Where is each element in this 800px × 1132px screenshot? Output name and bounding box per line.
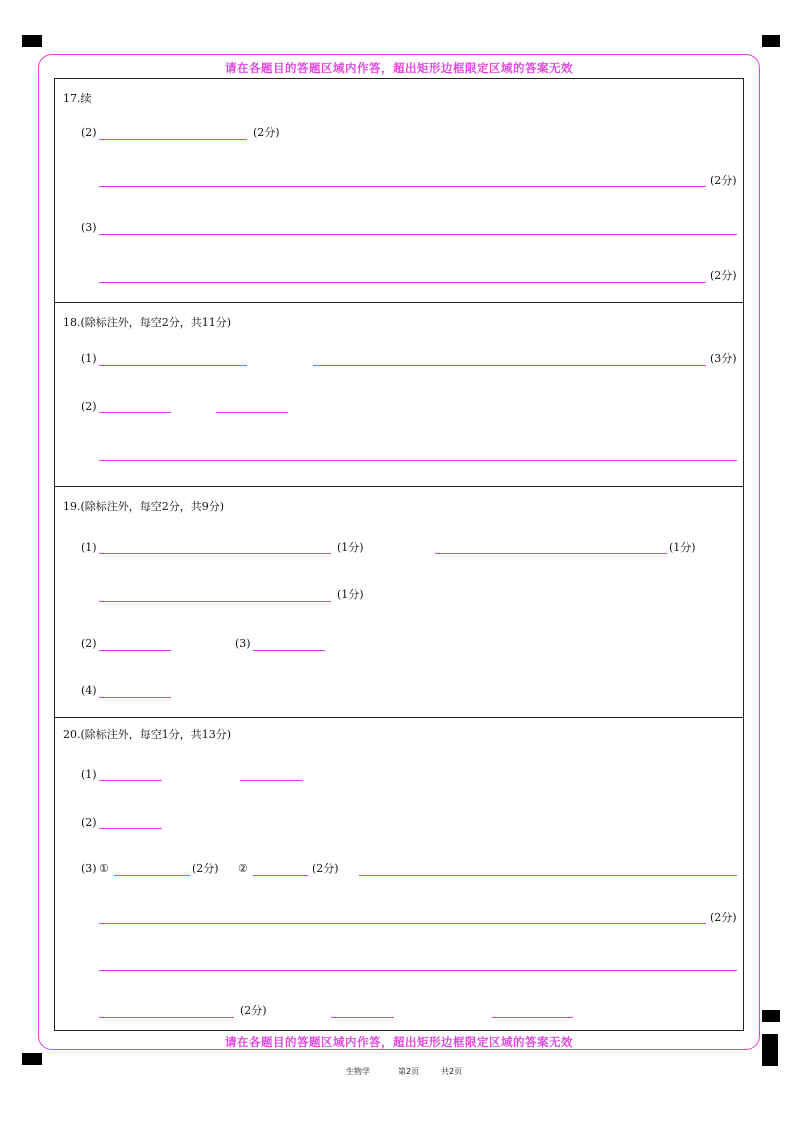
q19-answer-line[interactable] (99, 601, 331, 602)
section-divider (54, 717, 744, 718)
q19-answer-line[interactable] (253, 650, 325, 651)
q20-answer-line[interactable] (253, 875, 308, 876)
registration-mark-top-right (762, 35, 780, 47)
q19-score-label: (1分) (337, 588, 364, 601)
q17-answer-line[interactable] (99, 234, 737, 235)
q20-answer-line[interactable] (240, 780, 303, 781)
registration-mark-top-left (22, 35, 42, 47)
registration-mark-bottom-right-2 (762, 1034, 778, 1066)
q18-answer-line[interactable] (99, 460, 737, 461)
q17-score-label: (2分) (710, 269, 737, 282)
q17-score-label: (2分) (710, 174, 737, 187)
q20-circled-two: ② (238, 862, 248, 875)
q18-score-label: (3分) (710, 352, 737, 365)
q19-part4-label: (4) (81, 684, 97, 697)
q19-answer-line[interactable] (99, 697, 171, 698)
registration-mark-bottom-left (22, 1053, 42, 1065)
q19-title: 19.(除标注外，每空2分，共9分) (63, 500, 225, 513)
section-divider (54, 302, 744, 303)
q19-part3-label: (3) (235, 637, 251, 650)
q17-answer-line[interactable] (99, 282, 706, 283)
q19-part2-label: (2) (81, 637, 97, 650)
q20-part3-label: (3) (81, 862, 97, 875)
q20-score-label: (2分) (312, 862, 339, 875)
q20-answer-line[interactable] (99, 828, 162, 829)
q18-part1-label: (1) (81, 352, 97, 365)
warning-text-bottom: 请在各题目的答题区域内作答，超出矩形边框限定区域的答案无效 (225, 1035, 573, 1049)
footer-page-number: 第2页 (398, 1067, 420, 1076)
q19-answer-line[interactable] (435, 553, 667, 554)
section-divider (54, 486, 744, 487)
footer-subject: 生物学 (346, 1067, 370, 1076)
footer-total-pages: 共2页 (441, 1067, 463, 1076)
q17-part2-label: (2) (81, 126, 97, 139)
q20-answer-line[interactable] (99, 780, 162, 781)
q20-score-label: (2分) (710, 911, 737, 924)
q20-score-label: (2分) (240, 1004, 267, 1017)
q18-answer-line[interactable] (313, 365, 706, 366)
q20-circled-one: ① (99, 862, 109, 875)
q18-title: 18.(除标注外，每空2分，共11分) (63, 316, 232, 329)
q19-part1-label: (1) (81, 541, 97, 554)
q19-score-label: (1分) (337, 541, 364, 554)
q18-answer-line[interactable] (99, 365, 247, 366)
q17-score-label: (2分) (253, 126, 280, 139)
q20-title: 20.(除标注外，每空1分，共13分) (63, 728, 232, 741)
q17-answer-line[interactable] (99, 186, 706, 187)
q19-score-label: (1分) (669, 541, 696, 554)
q17-title: 17.续 (63, 92, 92, 105)
q20-answer-line[interactable] (359, 875, 737, 876)
q20-answer-line[interactable] (331, 1017, 394, 1018)
registration-mark-bottom-right (762, 1010, 780, 1022)
q20-answer-line[interactable] (114, 875, 190, 876)
q20-part1-label: (1) (81, 768, 97, 781)
q17-answer-line[interactable] (99, 139, 247, 140)
q20-answer-line[interactable] (99, 1017, 234, 1018)
warning-text-top: 请在各题目的答题区域内作答，超出矩形边框限定区域的答案无效 (225, 61, 573, 75)
answer-box (54, 78, 744, 1031)
q19-answer-line[interactable] (99, 650, 171, 651)
q20-answer-line[interactable] (99, 970, 737, 971)
q19-answer-line[interactable] (99, 553, 331, 554)
q20-score-label: (2分) (192, 862, 219, 875)
q20-part2-label: (2) (81, 816, 97, 829)
q20-answer-line[interactable] (492, 1017, 573, 1018)
q17-part3-label: (3) (81, 221, 97, 234)
q20-answer-line[interactable] (99, 923, 706, 924)
q18-answer-line[interactable] (216, 412, 288, 413)
q18-answer-line[interactable] (99, 412, 171, 413)
q18-part2-label: (2) (81, 400, 97, 413)
